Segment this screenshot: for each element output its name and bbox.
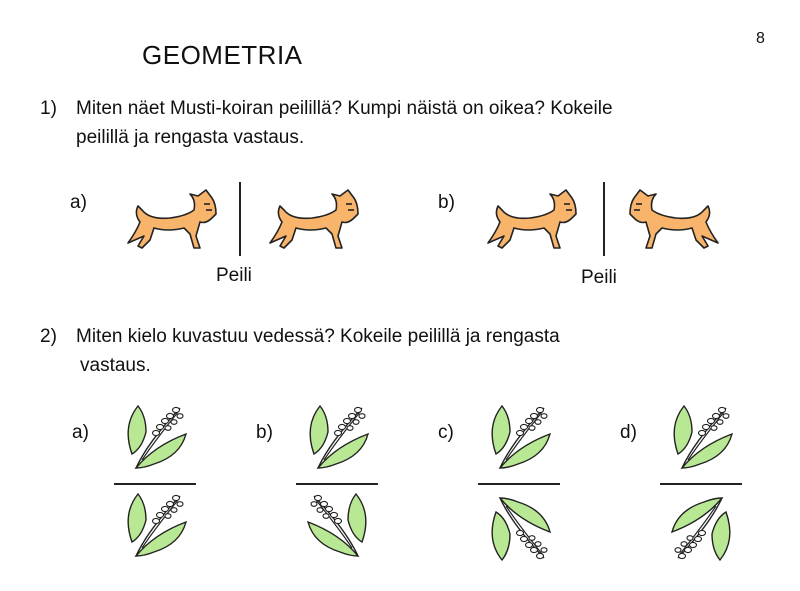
- water-line-2a: [114, 483, 196, 485]
- water-line-2d: [660, 483, 742, 485]
- question-2-number: 2): [40, 326, 57, 347]
- option-label-2c: c): [438, 422, 454, 443]
- water-line-2b: [296, 483, 378, 485]
- question-1-text: [76, 94, 613, 152]
- water-line-2c: [478, 483, 560, 485]
- option-label-2b: b): [256, 422, 273, 443]
- question-2-line-1: Miten kielo kuvastuu vedessä? Kokeile peilillä ja rengasta: [76, 326, 560, 347]
- question-1-number: 1): [40, 98, 57, 119]
- flower-2b-top: [302, 402, 374, 476]
- option-label-1a: a): [70, 192, 87, 213]
- mirror-line-1a: [239, 182, 241, 256]
- dog-1b-right[interactable]: [626, 188, 726, 252]
- flower-2c-top: [484, 402, 556, 476]
- flower-2a-reflection[interactable]: [120, 490, 192, 564]
- flower-2d-reflection[interactable]: [666, 490, 738, 564]
- dog-1a-left[interactable]: [120, 188, 220, 252]
- question-2-line-2: vastaus.: [80, 355, 151, 376]
- question-2-text: [76, 322, 560, 380]
- flower-2b-reflection[interactable]: [302, 490, 374, 564]
- page-number: 8: [756, 30, 765, 47]
- option-label-2a: a): [72, 422, 89, 443]
- dog-1b-left[interactable]: [480, 188, 580, 252]
- option-label-1b: b): [438, 192, 455, 213]
- mirror-line-1b: [603, 182, 605, 256]
- question-1-line-1: Miten näet Musti-koiran peilillä? Kumpi näistä on oikea? Kokeile: [76, 98, 613, 119]
- mirror-caption-1a: Peili: [216, 265, 252, 286]
- flower-2c-reflection[interactable]: [484, 490, 556, 564]
- flower-2d-top: [666, 402, 738, 476]
- page-title: GEOMETRIA: [142, 40, 303, 70]
- question-1-line-2: peilillä ja rengasta vastaus.: [76, 127, 305, 148]
- option-label-2d: d): [620, 422, 637, 443]
- dog-1a-right[interactable]: [262, 188, 362, 252]
- flower-2a-top: [120, 402, 192, 476]
- mirror-caption-1b: Peili: [581, 267, 617, 288]
